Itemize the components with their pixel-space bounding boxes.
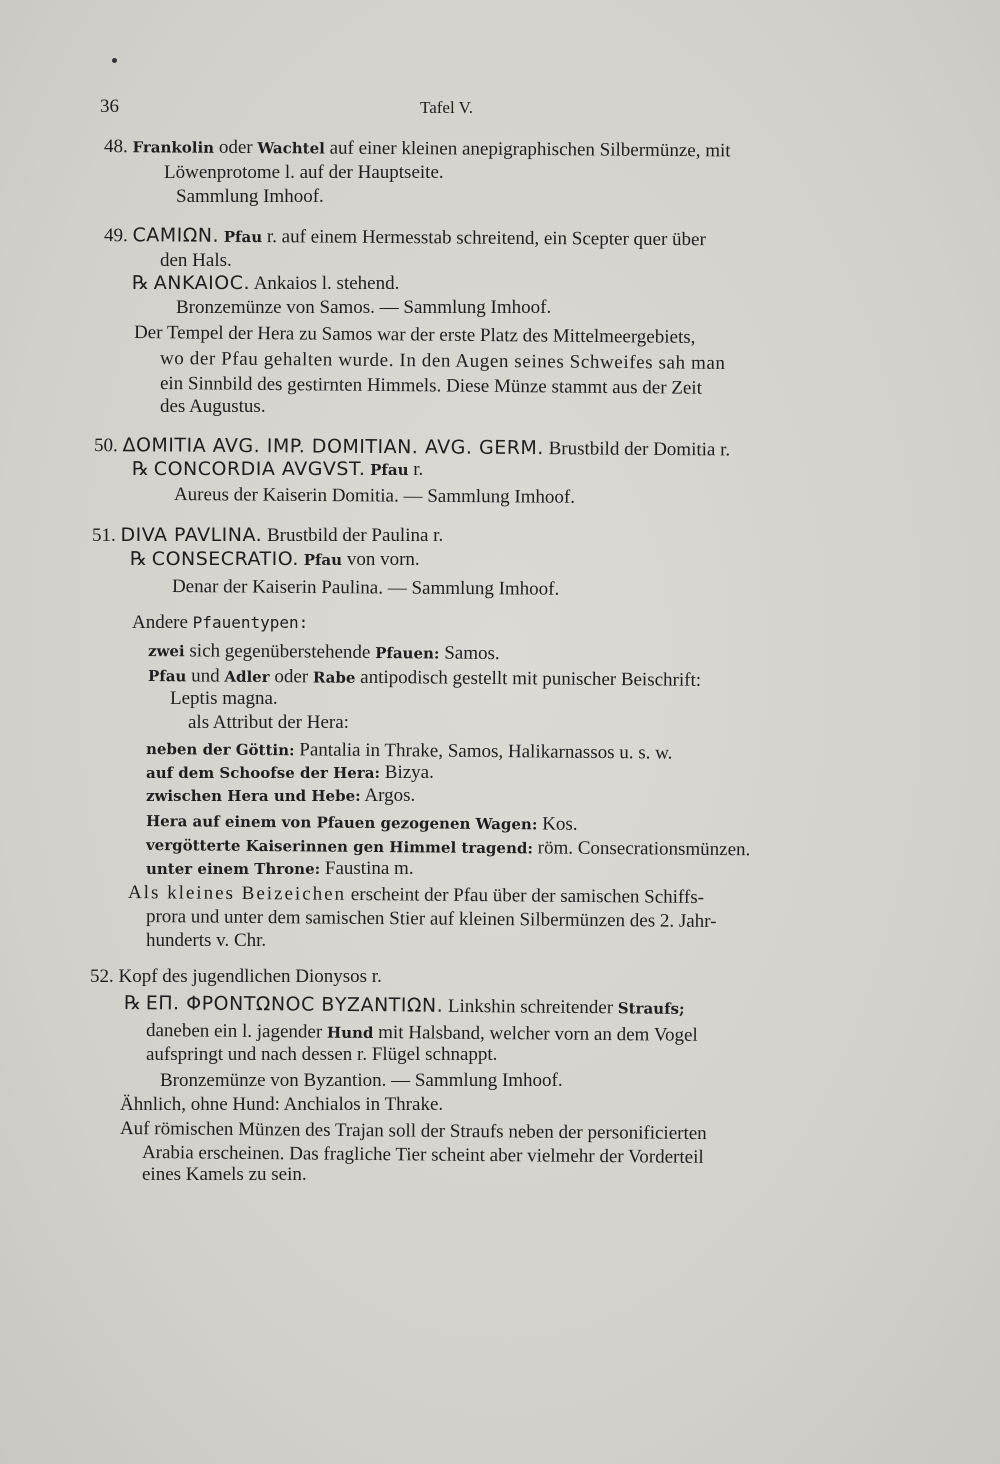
bold-term: neben der Göttin:: [145, 740, 295, 760]
text: mit Halsband, welcher vorn an dem Vogel: [373, 1021, 698, 1046]
entry-50-line-3: Aureus der Kaiserin Domitia. — Sammlung Imhoof.: [173, 484, 576, 508]
bold-term: vergötterte Kaiserinnen gen Himmel tragend:: [145, 836, 534, 858]
bold-term: Rabe: [312, 668, 356, 687]
entry-49-line-2: den Hals.: [160, 250, 232, 271]
entry-48-line-1: [104, 136, 731, 162]
coin-legend: CONSECRATIO.: [151, 548, 299, 570]
text: Samos.: [439, 642, 500, 665]
text: r.: [408, 459, 424, 480]
running-title: Tafel V.: [420, 98, 473, 117]
text: Brustbild der Domitia r.: [543, 438, 731, 461]
text: Brustbild der Paulina r.: [262, 525, 444, 546]
bold-term: zwischen Hera und Hebe:: [146, 787, 361, 805]
entry-49-note-3: ein Sinnbild des gestirnten Himmels. Diese Münze stammt aus der Zeit: [159, 373, 703, 399]
coin-legend: ANKAIOC.: [153, 272, 250, 294]
entry-52-line-2: [124, 992, 685, 1020]
entry-49-line-4: Bronzemünze von Samos. — Sammlung Imhoof.: [176, 297, 552, 318]
ink-speck: [112, 58, 117, 63]
text: Linkshin schreitender: [443, 995, 618, 1019]
paragraph-line-1: [128, 882, 704, 909]
type-line-3: als Attribut der Hera:: [188, 712, 349, 733]
entry-48-line-2: Löwenprotome l. auf der Hauptseite.: [164, 162, 444, 183]
bold-term: auf dem Schoofse der Hera:: [146, 764, 381, 782]
bold-term: zwei: [147, 642, 185, 661]
entry-50-line-2: [132, 458, 423, 481]
entry-51-line-2: [130, 548, 420, 571]
bold-term: Pfau: [370, 461, 409, 479]
coin-legend: CAMIΩN.: [132, 224, 220, 247]
entry-48-line-3: Sammlung Imhoof.: [176, 186, 324, 207]
reverse-symbol: ℞: [132, 459, 150, 480]
entry-52-line-4: aufspringt und nach dessen r. Flügel schnappt.: [146, 1044, 498, 1065]
entry-number: 49.: [103, 225, 128, 247]
coin-legend: ΕΠ. ΦΡΟΝΤΩΝΟC ΒΥΖΑΝΤΙΩΝ.: [145, 992, 444, 1017]
entry-52-line-5: Bronzemünze von Byzantion. — Sammlung Imhoof.: [160, 1070, 563, 1091]
text: von vorn.: [342, 549, 420, 570]
entry-49-line-3: [132, 272, 399, 295]
text: oder: [214, 136, 258, 159]
text: Kopf des jugendlichen Dionysos r.: [118, 966, 382, 987]
text: Bizya.: [380, 762, 434, 783]
type-line-5: [146, 762, 434, 784]
entry-number: 51.: [92, 525, 116, 546]
text: Faustina m.: [320, 858, 414, 879]
text: antipodisch gestellt mit punischer Beischrift:: [355, 666, 702, 691]
reverse-symbol: ℞: [123, 993, 142, 1015]
text: Pantalia in Thrake, Samos, Halikarnassos u. s. w.: [294, 739, 673, 764]
entry-52-line-7: Auf römischen Münzen des Trajan soll der Straufs neben der personificierten: [119, 1118, 707, 1145]
text: Andere: [132, 612, 193, 633]
bold-term: Pfauen:: [375, 643, 440, 663]
coin-legend: DIVA PAVLINA.: [120, 524, 263, 546]
entry-51-line-3: Denar der Kaiserin Paulina. — Sammlung Imhoof.: [171, 576, 560, 600]
text: röm. Consecrationsmünzen.: [532, 837, 751, 861]
spaced-text: Als kleines Beizeichen: [127, 882, 347, 905]
bold-term: Frankolin: [132, 138, 215, 157]
bold-term: Pfau: [303, 551, 343, 569]
entry-52-line-9: eines Kamels zu sein.: [142, 1164, 307, 1185]
coin-legend: ΔOMITIA AVG. IMP. DOMITIAN. AVG. GERM.: [122, 434, 544, 460]
entry-number: 48.: [103, 136, 128, 158]
entry-51-line-1: [92, 524, 443, 547]
type-line-9: [146, 858, 414, 880]
bold-term: Pfauentypen:: [192, 613, 309, 632]
text: Argos.: [360, 785, 416, 806]
text: Kos.: [537, 813, 578, 835]
bold-term: Hund: [326, 1023, 374, 1042]
bold-term: unter einem Throne:: [146, 860, 321, 878]
entry-number: 50.: [93, 435, 118, 457]
entry-number: 52.: [90, 966, 114, 987]
type-line-6: [146, 785, 415, 807]
bold-term: Adler: [224, 667, 270, 687]
entry-49-note-4: des Augustus.: [160, 396, 266, 417]
type-line-2b: Leptis magna.: [170, 688, 278, 709]
entry-52-line-8: Arabia erscheinen. Das fragliche Tier scheint aber vielmehr der Vorderteil: [141, 1142, 704, 1168]
text: daneben ein l. jagender: [145, 1020, 328, 1043]
entry-52-line-3: [146, 1020, 698, 1047]
coin-legend: CONCORDIA AVGVST.: [153, 458, 366, 480]
bold-term: Pfau: [223, 227, 263, 247]
text: Ankaios l. stehend.: [250, 273, 400, 294]
text: oder: [269, 666, 313, 688]
type-line-4: [146, 738, 673, 765]
entry-49-note-2: wo der Pfau gehalten wurde. In den Augen seines Schweifes sah man: [159, 348, 726, 374]
bold-term: Hera auf einem von Pfauen gezogenen Wagen:: [145, 812, 538, 834]
type-line-7: [146, 810, 578, 836]
entry-52-line-1: [90, 966, 382, 988]
bold-term: Wachtel: [257, 139, 325, 158]
reverse-symbol: ℞: [130, 549, 148, 570]
section-heading: [132, 612, 308, 634]
entry-49-line-1: [104, 224, 706, 251]
text: r. auf einem Hermesstab schreitend, ein Scepter quer über: [262, 226, 706, 251]
bold-term: Straufs;: [617, 999, 685, 1018]
text: und: [186, 665, 225, 687]
entry-52-line-6: Ähnlich, ohne Hund: Anchialos in Thrake.: [120, 1094, 444, 1115]
paragraph-line-2: prora und unter dem samischen Stier auf kleinen Silbermünzen des 2. Jahr-: [145, 906, 717, 932]
text: auf einer kleinen anepigraphischen Silbermünze, mit: [324, 137, 731, 162]
type-line-1: [148, 640, 500, 665]
text: erscheint der Pfau über der samischen Schiffs-: [346, 883, 705, 909]
text: sich gegenüberstehende: [184, 640, 376, 663]
bold-term: Pfau: [147, 667, 187, 686]
page-number: 36: [100, 96, 119, 117]
paragraph-line-3: hunderts v. Chr.: [146, 930, 267, 951]
entry-49-note-1: Der Tempel der Hera zu Samos war der erste Platz des Mittelmeergebiets,: [133, 322, 696, 348]
reverse-symbol: ℞: [132, 273, 150, 294]
